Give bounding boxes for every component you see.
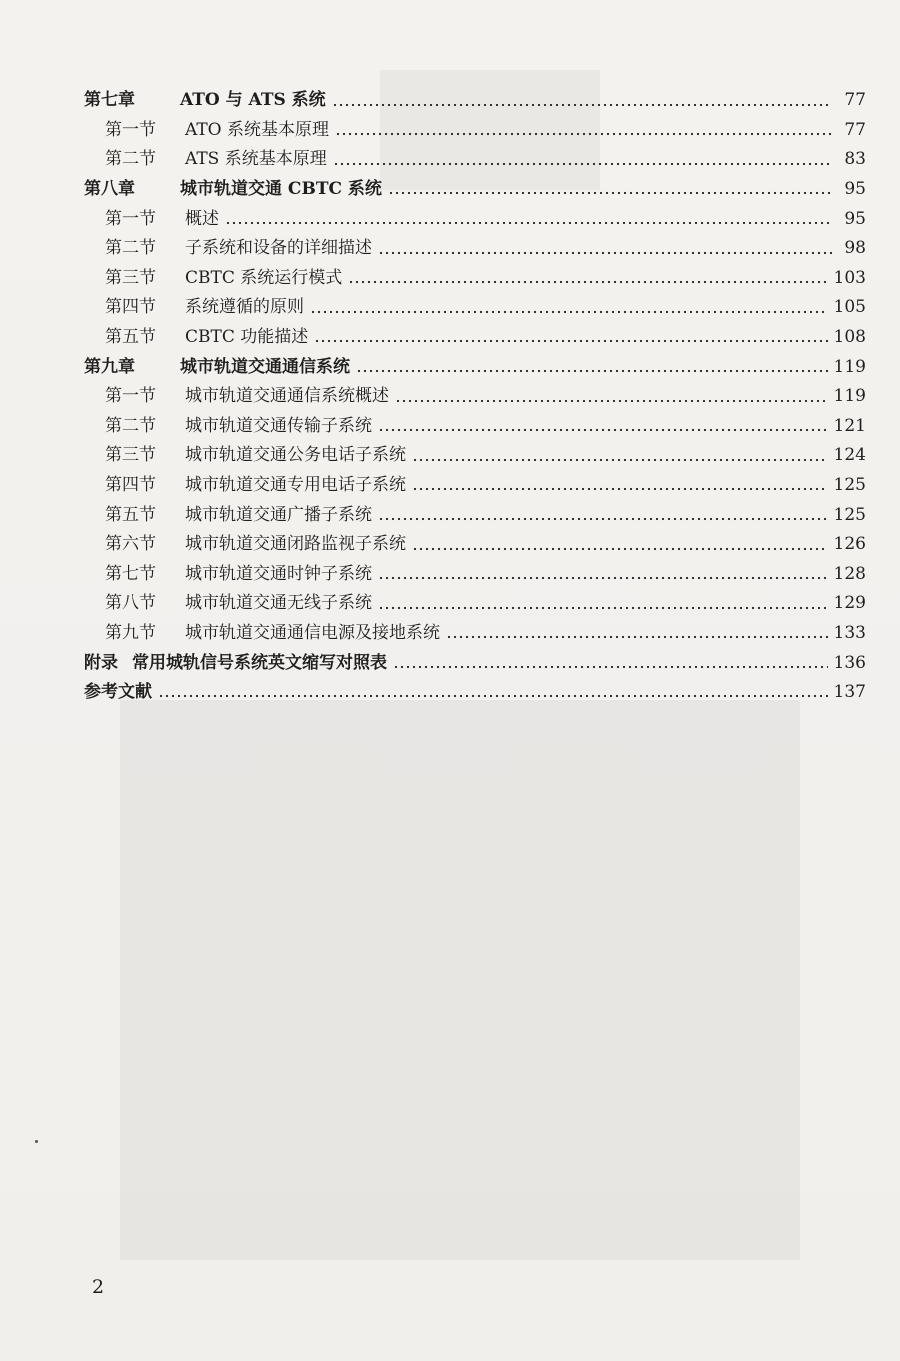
toc-entry-label: 第六节: [105, 534, 156, 555]
toc-entry-title: 系统遵循的原则: [185, 297, 304, 318]
toc-entry-page: 103: [833, 267, 866, 288]
dot-leader: [356, 369, 828, 373]
toc-section-entry: [84, 471, 866, 501]
toc-entry-title: ATO 与 ATS 系统: [180, 90, 326, 111]
dot-leader: [446, 635, 828, 639]
toc-section-entry: [84, 530, 866, 560]
dot-leader: [225, 221, 832, 225]
dot-leader: [333, 162, 832, 166]
toc-entry-page: 121: [833, 415, 866, 436]
dot-leader: [378, 517, 828, 521]
dot-leader: [412, 458, 828, 462]
toc-entry-page: 136: [833, 652, 866, 673]
toc-entry-page: 108: [833, 327, 866, 348]
dot-leader: [412, 487, 828, 491]
toc-entry-label: 第三节: [105, 445, 156, 466]
toc-entry-page: 98: [844, 238, 866, 259]
toc-entry-label: 第八节: [105, 593, 156, 614]
toc-section-entry: [84, 560, 866, 590]
dot-leader: [332, 103, 832, 107]
toc-section-entry: [84, 412, 866, 442]
toc-chapter-entry: [84, 678, 866, 708]
toc-section-entry: [84, 204, 866, 234]
toc-entry-label: 第二节: [105, 415, 156, 436]
toc-entry-page: 83: [844, 149, 866, 170]
toc-entry-label: 第五节: [105, 504, 156, 525]
toc-section-entry: [84, 145, 866, 175]
toc-section-entry: [84, 234, 866, 264]
dot-leader: [393, 665, 828, 669]
toc-section-entry: [84, 323, 866, 353]
toc-entry-title: 城市轨道交通通信电源及接地系统: [185, 622, 440, 643]
dot-leader: [158, 694, 828, 698]
paper-speck: [35, 1140, 38, 1143]
toc-chapter-entry: [84, 648, 866, 678]
dot-leader: [348, 280, 827, 284]
show-through: [120, 700, 800, 1260]
dot-leader: [310, 310, 828, 314]
toc-entry-title: 城市轨道交通通信系统: [180, 356, 350, 377]
toc-entry-label: 附录: [84, 652, 118, 673]
toc-entry-page: 128: [833, 563, 866, 584]
toc-entry-page: 137: [833, 682, 866, 703]
toc-entry-label: 第五节: [105, 327, 156, 348]
toc-entry-page: 126: [833, 534, 866, 555]
toc-entry-page: 133: [833, 622, 866, 643]
toc-entry-page: 95: [844, 208, 866, 229]
toc-section-entry: [84, 293, 866, 323]
toc-entry-title: ATO 系统基本原理: [185, 119, 330, 140]
toc-entry-title: 城市轨道交通时钟子系统: [185, 563, 372, 584]
toc-entry-title: 城市轨道交通 CBTC 系统: [180, 179, 382, 200]
toc-section-entry: [84, 589, 866, 619]
toc-entry-label: 第一节: [105, 386, 156, 407]
dot-leader: [378, 606, 828, 610]
toc-entry-page: 95: [844, 179, 866, 200]
dot-leader: [378, 251, 832, 255]
toc-entry-title: 城市轨道交通闭路监视子系统: [185, 534, 406, 555]
toc-entry-title: 城市轨道交通通信系统概述: [185, 386, 389, 407]
toc-section-entry: [84, 619, 866, 649]
dot-leader: [314, 339, 827, 343]
dot-leader: [388, 191, 832, 195]
toc-entry-label: 第一节: [105, 119, 156, 140]
dot-leader: [378, 576, 828, 580]
toc-entry-title: 城市轨道交通广播子系统: [185, 504, 372, 525]
toc-entry-page: 77: [844, 90, 866, 111]
toc-entry-label: 第一节: [105, 208, 156, 229]
toc-entry-label: 第二节: [105, 149, 156, 170]
table-of-contents: [84, 86, 866, 707]
toc-entry-label: 第七节: [105, 563, 156, 584]
toc-section-entry: [84, 500, 866, 530]
dot-leader: [412, 547, 828, 551]
toc-chapter-entry: [84, 352, 866, 382]
toc-entry-title: 子系统和设备的详细描述: [185, 238, 372, 259]
toc-entry-label: 第二节: [105, 238, 156, 259]
dot-leader: [395, 399, 828, 403]
toc-section-entry: [84, 116, 866, 146]
toc-entry-title: 参考文献: [84, 682, 152, 703]
toc-entry-label: 第三节: [105, 267, 156, 288]
toc-entry-page: 125: [833, 475, 866, 496]
toc-entry-label: 第九章: [84, 356, 135, 377]
toc-entry-title: 常用城轨信号系统英文缩写对照表: [132, 652, 387, 673]
toc-section-entry: [84, 441, 866, 471]
toc-entry-page: 119: [833, 386, 866, 407]
toc-section-entry: [84, 264, 866, 294]
toc-entry-title: ATS 系统基本原理: [185, 149, 327, 170]
toc-entry-title: 概述: [185, 208, 219, 229]
page-number: 2: [92, 1276, 105, 1298]
toc-entry-label: 第四节: [105, 297, 156, 318]
toc-entry-title: CBTC 系统运行模式: [185, 267, 343, 288]
toc-entry-title: 城市轨道交通无线子系统: [185, 593, 372, 614]
toc-entry-page: 105: [833, 297, 866, 318]
toc-section-entry: [84, 382, 866, 412]
toc-entry-label: 第八章: [84, 179, 135, 200]
toc-entry-label: 第七章: [84, 90, 135, 111]
dot-leader: [378, 428, 828, 432]
toc-chapter-entry: [84, 175, 866, 205]
toc-entry-title: 城市轨道交通公务电话子系统: [185, 445, 406, 466]
toc-entry-title: 城市轨道交通专用电话子系统: [185, 475, 406, 496]
toc-entry-page: 125: [833, 504, 866, 525]
toc-entry-page: 119: [833, 356, 866, 377]
toc-entry-title: CBTC 功能描述: [185, 327, 309, 348]
dot-leader: [335, 132, 832, 136]
toc-entry-page: 129: [833, 593, 866, 614]
toc-entry-label: 第四节: [105, 475, 156, 496]
toc-chapter-entry: [84, 86, 866, 116]
toc-entry-page: 124: [833, 445, 866, 466]
toc-entry-page: 77: [844, 119, 866, 140]
toc-entry-title: 城市轨道交通传输子系统: [185, 415, 372, 436]
toc-entry-label: 第九节: [105, 622, 156, 643]
